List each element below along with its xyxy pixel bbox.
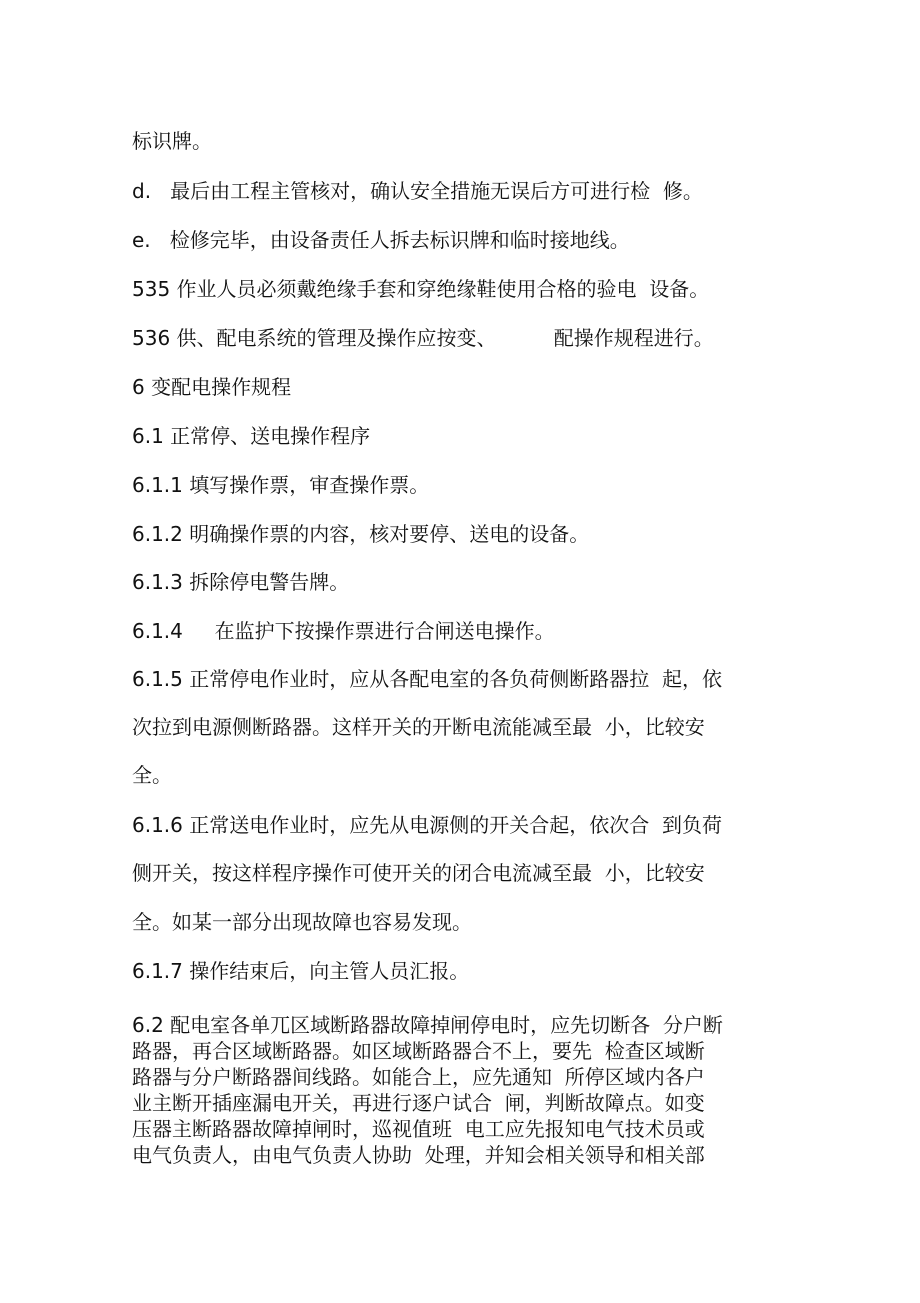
paragraph-6-2 (132, 1012, 782, 1168)
text-line: 535 作业人员必须戴绝缘手套和穿绝缘鞋使用合格的验电 设备。 (132, 277, 710, 301)
text-line: 标识牌。 (132, 129, 212, 153)
text-line: 6.1.7 操作结束后，向主管人员汇报。 (132, 959, 470, 983)
paragraph-line: 6.2 配电室各单兀区域断路器故障掉闸停电时，应先切断各 分户断 (132, 1013, 723, 1037)
text-line: 次拉到电源侧断路器。这样开关的开断电流能减至最 小，比较安 (132, 715, 705, 739)
text-line: 侧开关，按这样程序操作可使开关的闭合电流减至最 小，比较安 (132, 861, 705, 885)
paragraph-line: 压器主断路器故障掉闸时，巡视值班 电工应先报知电气技术员或 (132, 1117, 705, 1141)
paragraph-line: 电气负责人，由电气负责人协助 处理，并知会相关领导和相关部 (132, 1143, 705, 1167)
text-line: 6.1.5 正常停电作业时，应从各配电室的各负荷侧断路器拉 起，依 (132, 667, 722, 691)
paragraph-line: 业主断开插座漏电开关，再进行逐户试合 闸，判断故障点。如变 (132, 1091, 705, 1115)
text-line: 6.1.3 拆除停电警告牌。 (132, 570, 350, 594)
text-line: 6.1.6 正常送电作业时，应先从电源侧的开关合起，依次合 到负荷 (132, 813, 722, 837)
text-line: 536 供、配电系统的管理及操作应按变、 配操作规程进行。 (132, 326, 714, 350)
text-line: 6.1.1 填写操作票，审查操作票。 (132, 473, 430, 497)
subsection-heading: 6.1 正常停、送电操作程序 (132, 424, 371, 448)
paragraph-line: 路器，再合区域断路器。如区域断路器合不上，要先 检查区域断 (132, 1039, 705, 1063)
text-line: e. 检修完毕，由设备责任人拆去标识牌和临时接地线。 (132, 228, 630, 252)
text-line: 6.1.2 明确操作票的内容，核对要停、送电的设备。 (132, 522, 590, 546)
text-line: 全。如某一部分出现故障也容易发现。 (132, 910, 472, 934)
paragraph-line: 路器与分户断路器间线路。如能合上，应先通知 所停区域内各户 (132, 1065, 705, 1089)
text-line: 全。 (132, 763, 172, 787)
text-line: 6.1.4 在监护下按操作票进行合闸送电操作。 (132, 619, 555, 643)
text-line: d. 最后由工程主管核对，确认安全措施无误后方可进行检 修。 (132, 179, 703, 203)
section-heading: 6 变配电操作规程 (132, 375, 292, 399)
